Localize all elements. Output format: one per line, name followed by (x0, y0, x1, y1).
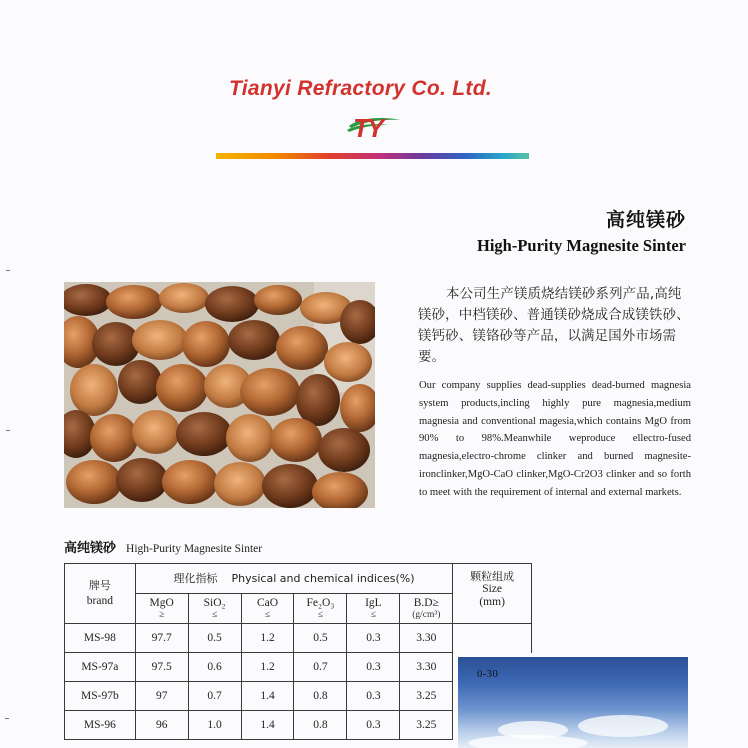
value-cell: 0.3 (347, 653, 400, 682)
brand-cell: MS-98 (65, 624, 136, 653)
size-cell (453, 711, 532, 740)
col-cond: ≤ (370, 610, 376, 620)
col-cond: ≤ (264, 610, 271, 620)
scan-mark (6, 430, 10, 431)
col-name: Fe₂O₃ (306, 597, 335, 609)
value-cell: 96 (135, 711, 188, 740)
value-cell: 97 (135, 682, 188, 711)
col-header-mgo (135, 594, 188, 624)
company-name: Tianyi Refractory Co. Ltd. (229, 77, 492, 100)
rainbow-divider (216, 153, 529, 159)
size-header-zh: 颗粒组成 (470, 570, 515, 583)
table-caption (64, 537, 262, 557)
value-cell: 0.7 (188, 682, 241, 711)
col-name: SiO₂ (203, 597, 226, 609)
col-header-bd (400, 594, 453, 624)
table-row (65, 682, 532, 711)
brand-cell: MS-97a (65, 653, 136, 682)
description-en: Our company supplies dead-supplies dead-burned magnesia system products,incling highly pure magnesia,medium magnesia and conventional magesia,which contains MgO from 90% to 98%.Meanwhile weproduce ellectro-fused magnesia,electro-chrome clinker and burned magnesite-ironclinker,MgO-CaO clinker,MgO-Cr2O3 clinker and so forth to meet with the requirement of internal and external markets. (419, 380, 691, 498)
table-header-row (65, 564, 532, 594)
col-name: IgL (365, 597, 382, 609)
col-header-fe2o3 (294, 594, 347, 624)
value-cell: 0.6 (188, 653, 241, 682)
size-header-en: Size (482, 583, 503, 595)
indices-header: 理化指标 Physical and chemical indices(%) (135, 564, 453, 594)
value-cell: 0.8 (294, 682, 347, 711)
col-name: B.D≥ (413, 597, 439, 609)
brand-cell: MS-96 (65, 711, 136, 740)
company-logo (345, 112, 405, 146)
description-zh: 本公司生产镁质烧结镁砂系列产品,高纯镁砂，中档镁砂、普通镁砂烧成合成镁铁砂、镁钙砂、镁铬砂等产品，以满足国外市场需要。 (418, 287, 690, 365)
value-cell: 1.2 (241, 624, 294, 653)
value-cell: 3.25 (400, 711, 453, 740)
product-title-zh: 高纯镁砂 (605, 209, 686, 231)
value-cell: 0.8 (294, 711, 347, 740)
value-cell: 0.5 (294, 624, 347, 653)
table-row (65, 711, 532, 740)
col-cond: ≥ (159, 610, 165, 620)
value-cell: 0.3 (347, 624, 400, 653)
product-title-en: High-Purity Magnesite Sinter (477, 236, 686, 255)
brand-cell: MS-97b (65, 682, 136, 711)
value-cell: 3.30 (400, 653, 453, 682)
value-cell: 97.7 (135, 624, 188, 653)
logo-text: TY (353, 113, 383, 143)
value-cell: 1.4 (241, 711, 294, 740)
col-header-cao (241, 594, 294, 624)
col-cond: ≤ (317, 610, 324, 620)
value-cell: 1.0 (188, 711, 241, 740)
size-value: 0-30 (477, 669, 499, 680)
cloud (578, 715, 668, 737)
value-cell: 3.25 (400, 682, 453, 711)
col-cond: (g/cm³) (412, 610, 441, 620)
col-header-igl (347, 594, 400, 624)
col-cond: ≤ (212, 610, 218, 620)
col-name: MgO (149, 597, 174, 609)
value-cell: 97.5 (135, 653, 188, 682)
table-caption-en: High-Purity Magnesite Sinter (126, 543, 263, 555)
value-cell: 0.3 (347, 711, 400, 740)
size-cell (453, 624, 532, 653)
col-name: CaO (256, 597, 279, 609)
value-cell: 1.2 (241, 653, 294, 682)
size-cell (453, 682, 532, 711)
scan-mark (6, 270, 10, 271)
table-row (65, 624, 532, 653)
value-cell: 0.3 (347, 682, 400, 711)
brand-header (65, 564, 136, 624)
value-cell: 0.7 (294, 653, 347, 682)
table-caption-zh: 高纯镁砂 (64, 541, 117, 556)
value-cell: 0.5 (188, 624, 241, 653)
value-cell: 1.4 (241, 682, 294, 711)
size-header (453, 564, 532, 624)
brand-header-en: brand (86, 595, 113, 607)
table-row (65, 653, 532, 682)
col-header-sio2 (188, 594, 241, 624)
value-cell: 3.30 (400, 624, 453, 653)
brand-header-zh: 牌号 (88, 579, 111, 592)
scan-mark (5, 718, 9, 719)
size-header-unit: (mm) (479, 596, 505, 608)
properties-table (64, 563, 532, 740)
magnesite-sinter-photo (64, 282, 375, 508)
